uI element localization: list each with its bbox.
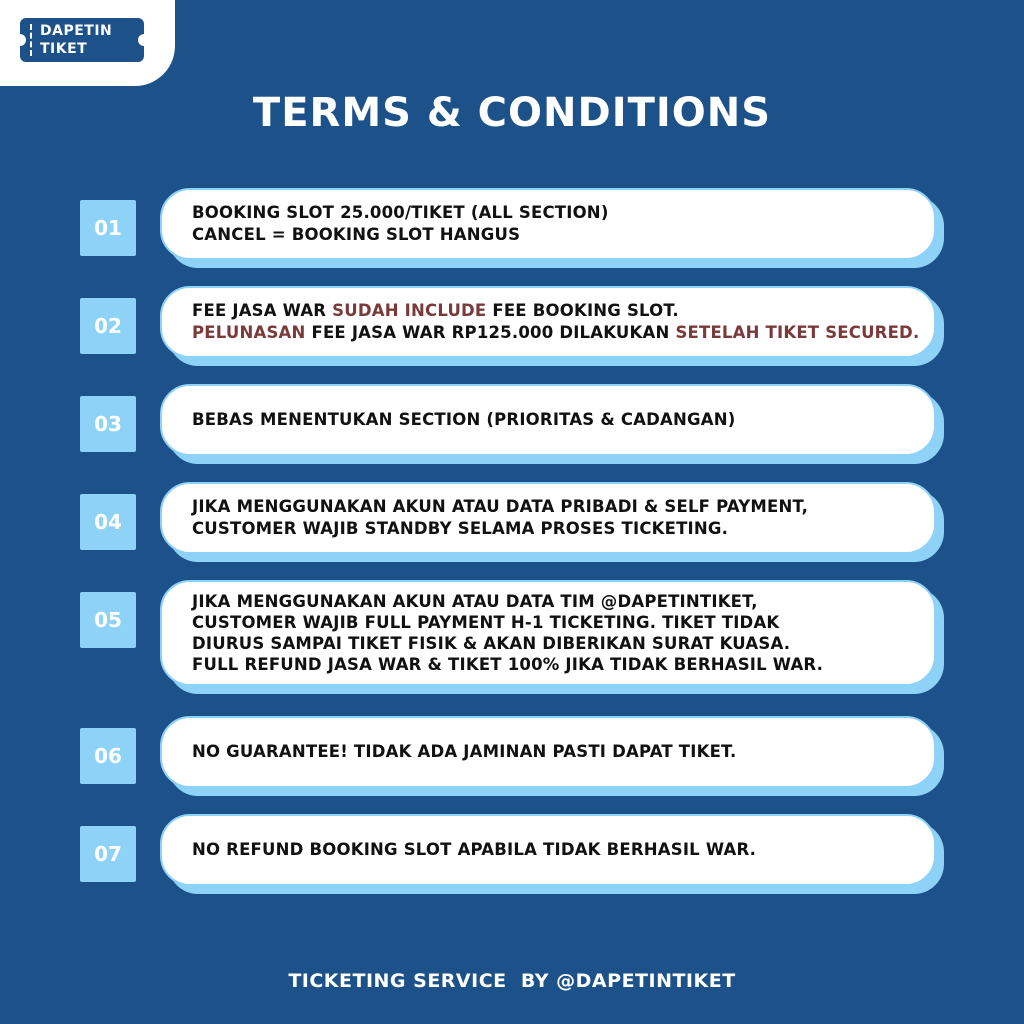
term-text-line: FULL REFUND JASA WAR & TIKET 100% JIKA TIDAK BERHASIL WAR. — [192, 655, 824, 674]
term-card — [160, 482, 936, 554]
term-text-line: BOOKING SLOT 25.000/TIKET (ALL SECTION) — [192, 203, 609, 222]
brand-line-1: DAPETIN — [40, 23, 113, 39]
term-number: 07 — [80, 826, 136, 882]
footer-credit: TICKETING SERVICE BY @DAPETINTIKET — [288, 970, 736, 992]
term-card — [160, 580, 936, 686]
page-title: TERMS & CONDITIONS — [252, 90, 772, 136]
term-text-line: CUSTOMER WAJIB FULL PAYMENT H-1 TICKETING. TIKET TIDAK — [192, 613, 780, 632]
term-text-line: DIURUS SAMPAI TIKET FISIK & AKAN DIBERIKAN SURAT KUASA. — [192, 634, 791, 653]
term-number: 01 — [80, 200, 136, 256]
term-card — [160, 188, 936, 260]
term-card — [160, 384, 936, 456]
term-text-line: NO REFUND BOOKING SLOT APABILA TIDAK BERHASIL WAR. — [192, 840, 757, 859]
term-number: 04 — [80, 494, 136, 550]
term-text-line: PELUNASAN FEE JASA WAR RP125.000 DILAKUKAN SETELAH TIKET SECURED. — [192, 323, 920, 342]
term-number: 06 — [80, 728, 136, 784]
term-card — [160, 716, 936, 788]
term-text-line: JIKA MENGGUNAKAN AKUN ATAU DATA TIM @DAPETINTIKET, — [192, 592, 758, 611]
term-number: 03 — [80, 396, 136, 452]
term-number: 05 — [80, 592, 136, 648]
term-card — [160, 286, 936, 358]
term-number: 02 — [80, 298, 136, 354]
term-text-line: CANCEL = BOOKING SLOT HANGUS — [192, 225, 521, 244]
logo-tab — [0, 0, 175, 86]
brand-line-2: TIKET — [40, 41, 88, 57]
term-card — [160, 814, 936, 886]
ticket-logo-icon — [20, 18, 144, 62]
term-text-line: BEBAS MENENTUKAN SECTION (PRIORITAS & CADANGAN) — [192, 410, 736, 429]
term-text-line: NO GUARANTEE! TIDAK ADA JAMINAN PASTI DAPAT TIKET. — [192, 742, 737, 761]
term-text-line: FEE JASA WAR SUDAH INCLUDE FEE BOOKING SLOT. — [192, 301, 679, 320]
term-text-line: JIKA MENGGUNAKAN AKUN ATAU DATA PRIBADI & SELF PAYMENT, — [192, 497, 809, 516]
term-text-line: CUSTOMER WAJIB STANDBY SELAMA PROSES TICKETING. — [192, 519, 729, 538]
